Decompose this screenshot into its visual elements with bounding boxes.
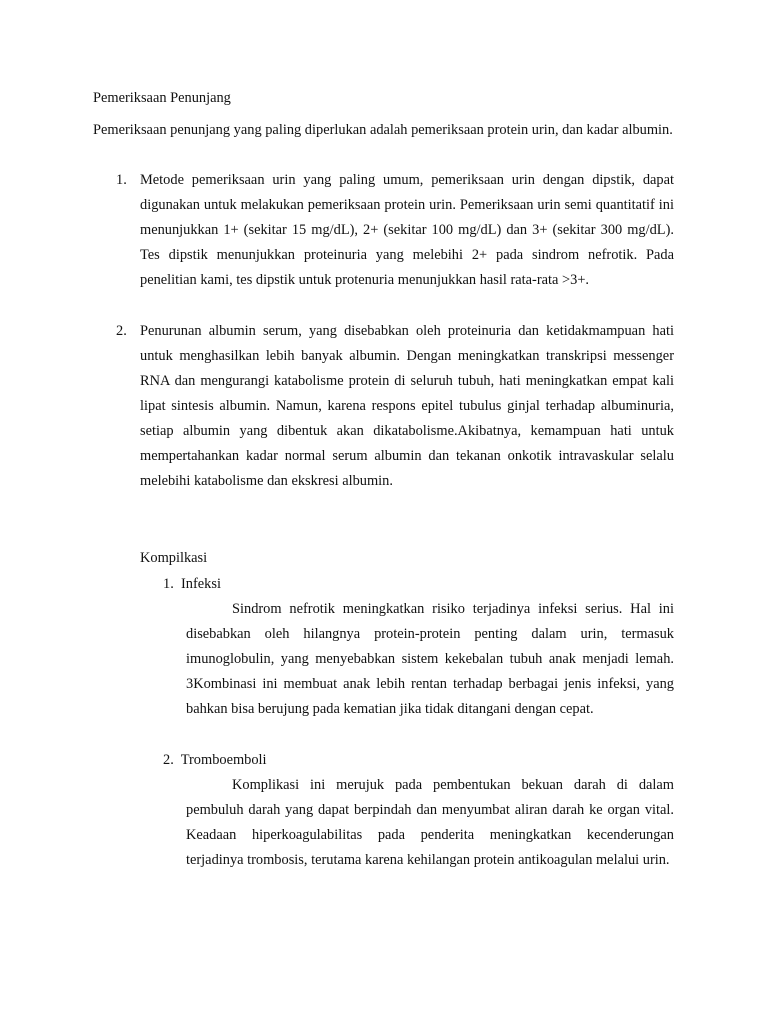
list-item-number: 1. [116, 172, 127, 188]
list-item [116, 168, 674, 293]
section-heading: Pemeriksaan Penunjang [93, 90, 231, 106]
intro-paragraph: Pemeriksaan penunjang yang paling diperlukan adalah pemeriksaan protein urin, dan kadar albumin. [93, 122, 673, 138]
complication-text: Komplikasi ini merujuk pada pembentukan bekuan darah di dalam pembuluh darah yang dapat berpindah dan menyumbat aliran darah ke organ vital. Keadaan hiperkoagulabilitas pada penderita meningkatkan kecenderungan terjadinya trombosis, terutama karena kehilangan protein antikoagulan melalui urin. [186, 777, 674, 868]
list-item-number: 2. [116, 323, 127, 339]
complication-text: Sindrom nefrotik meningkatkan risiko terjadinya infeksi serius. Hal ini disebabkan oleh hilangnya protein-protein penting dalam urin, termasuk imunoglobulin, yang menyebabkan sistem kekebalan tubuh anak menjadi lemah. 3Kombinasi ini membuat anak lebih rentan terhadap berbagai jenis infeksi, yang bahkan bisa berujung pada kematian jika tidak ditangani dengan cepat. [186, 601, 674, 717]
list-item-text: Penurunan albumin serum, yang disebabkan oleh proteinuria dan ketidakmampuan hati untuk menghasilkan lebih banyak albumin. Dengan meningkatkan transkripsi messenger RNA dan mengurangi katabolisme protein di seluruh tubuh, hati meningkatkan empat kali lipat sintesis albumin. Namun, karena respons epitel tubulus ginjal terhadap albuminuria, setiap albumin yang dibentuk akan dikatabolisme.Akibatnya, kemampuan hati untuk mempertahankan kadar normal serum albumin dan tekanan onkotik intravaskular selalu melebihi katabolisme dan ekskresi albumin. [140, 323, 674, 489]
complication-label: 1. Infeksi [163, 576, 221, 592]
list-item-text: Metode pemeriksaan urin yang paling umum, pemeriksaan urin dengan dipstik, dapat digunakan untuk melakukan pemeriksaan protein urin. Pemeriksaan urin semi quantitatif ini menunjukkan 1+ (sekitar 15 mg/dL), 2+ (sekitar 100 mg/dL) dan 3+ (sekitar 300 mg/dL). Tes dipstik menunjukkan proteinuria yang melebihi 2+ pada sindrom nefrotik. Pada penelitian kami, tes dipstik untuk protenuria menunjukkan hasil rata-rata >3+. [140, 172, 674, 288]
complication-label: 2. Tromboemboli [163, 752, 267, 768]
complications-heading: Kompilkasi [140, 550, 208, 566]
list-item [116, 319, 674, 494]
